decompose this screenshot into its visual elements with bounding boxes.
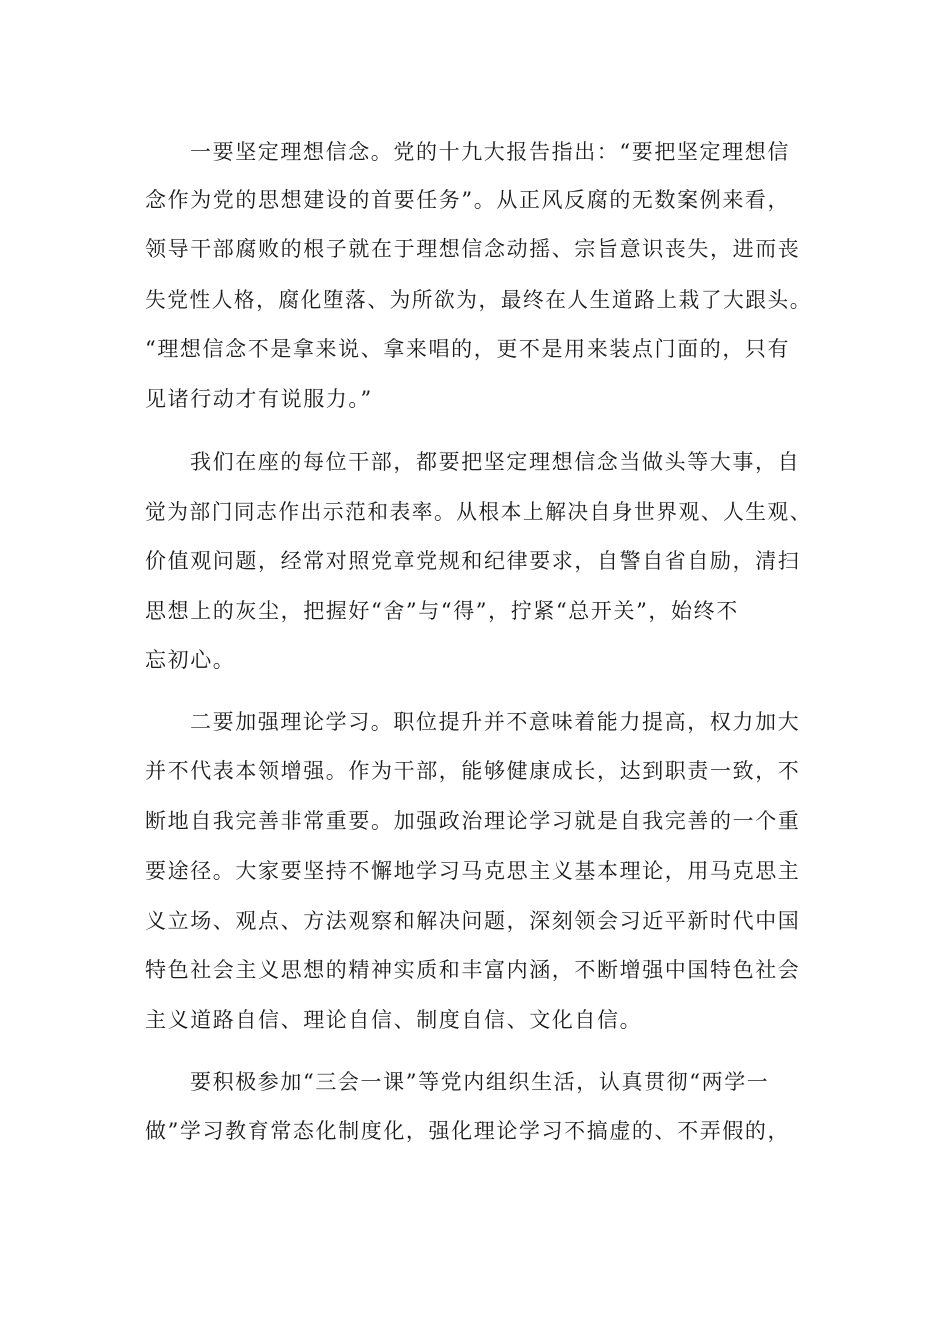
paragraph-3-line-1: 二要加强理论学习。职位提升并不意味着能力提高，权力加大: [190, 710, 801, 734]
paragraph-3-line-4: 要途径。大家要坚持不懈地学习马克思主义基本理论，用马克思主: [145, 859, 801, 883]
paragraph-1-line-3: 领导干部腐败的根子就在于理想信念动摇、宗旨意识丧失，进而丧: [145, 237, 801, 261]
paragraph-2-line-2: 觉为部门同志作出示范和表率。从根本上解决自身世界观、人生观、: [145, 500, 812, 524]
paragraph-1-line-4: 失党性人格，腐化堕落、为所欲为，最终在人生道路上栽了大跟头。: [145, 288, 812, 312]
paragraph-2-line-3: 价值观问题，经常对照党章党规和纪律要求，自警自省自励，清扫: [145, 549, 801, 573]
paragraph-2-line-5: 忘初心。: [145, 648, 236, 672]
paragraph-4-line-2: 做”学习教育常态化制度化，强化理论学习不搞虚的、不弄假的，: [145, 1119, 791, 1143]
paragraph-3-line-3: 断地自我完善非常重要。加强政治理论学习就是自我完善的一个重: [145, 809, 801, 833]
paragraph-4-line-1: 要积极参加“三会一课”等党内组织生活，认真贯彻“两学一: [190, 1070, 770, 1094]
paragraph-1-line-1: 一要坚定理想信念。党的十九大报告指出：“要把坚定理想信: [190, 140, 790, 164]
paragraph-3-line-2: 并不代表本领增强。作为干部，能够健康成长，达到职责一致，不: [145, 759, 801, 783]
paragraph-1-line-2: 念作为党的思想建设的首要任务”。从正风反腐的无数案例来看，: [145, 188, 791, 212]
paragraph-1-line-5: “理想信念不是拿来说、拿来唱的，更不是用来装点门面的，只有: [145, 337, 791, 361]
paragraph-2-line-1: 我们在座的每位干部，都要把坚定理想信念当做头等大事，自: [190, 450, 801, 474]
paragraph-3-line-5: 义立场、观点、方法观察和解决问题，深刻领会习近平新时代中国: [145, 909, 801, 933]
paragraph-3-line-6: 特色社会主义思想的精神实质和丰富内涵，不断增强中国特色社会: [145, 958, 801, 982]
paragraph-2-line-4: 思想上的灰尘，把握好“舍”与“得”，拧紧“总开关”，始终不: [145, 599, 739, 623]
paragraph-1-line-6: 见诸行动才有说服力。”: [145, 387, 373, 411]
paragraph-3-line-7: 主义道路自信、理论自信、制度自信、文化自信。: [145, 1008, 643, 1032]
